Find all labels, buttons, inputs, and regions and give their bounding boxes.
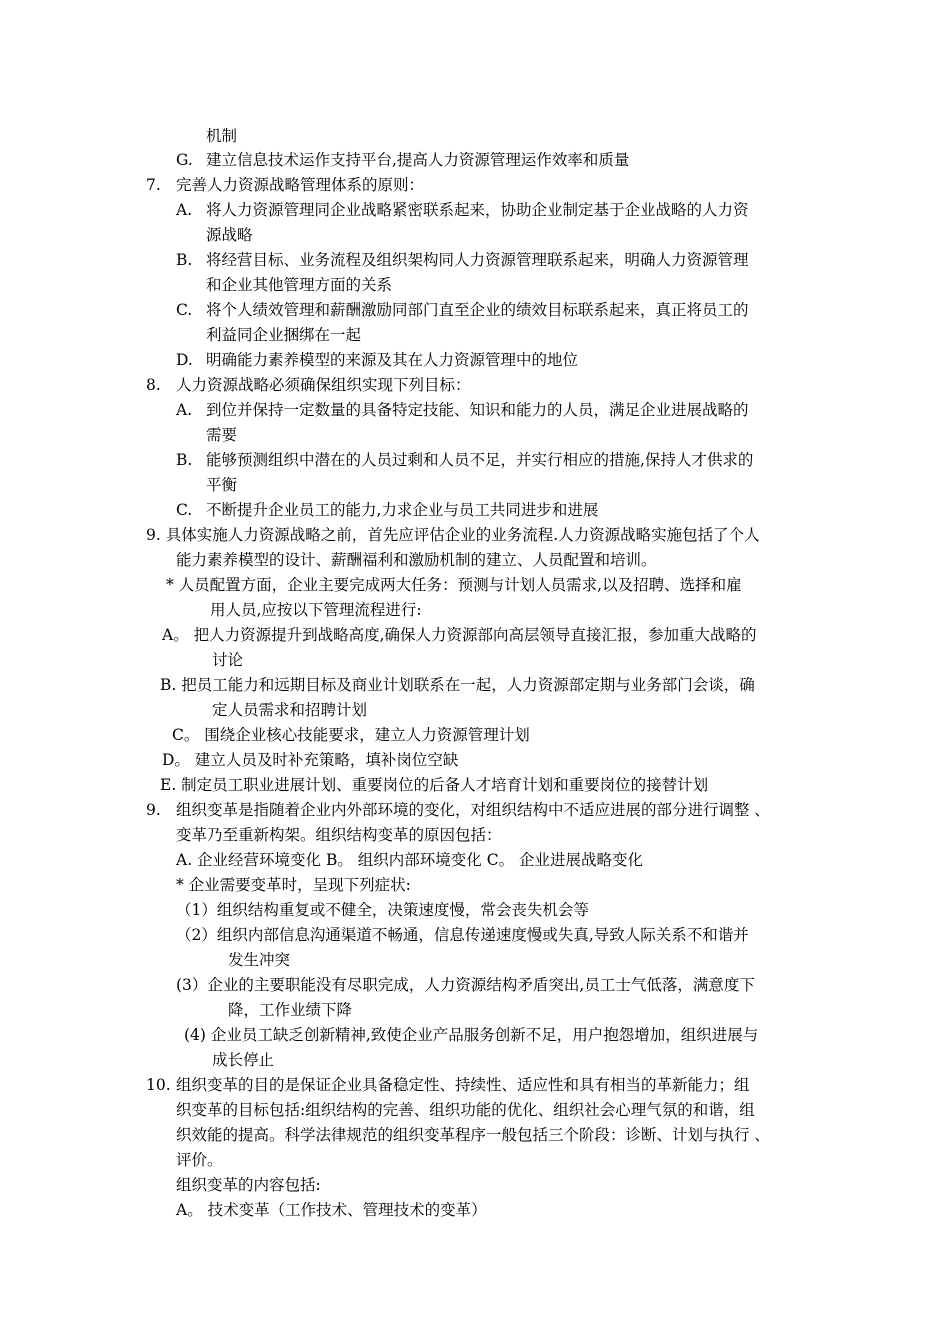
text-line: 织效能的提高。科学法律规范的组织变革程序一般包括三个阶段：诊断、计划与执行 、 — [176, 1126, 770, 1144]
list-marker: C. — [176, 301, 193, 319]
text-line: (3）企业的主要职能没有尽职完成，人力资源结构矛盾突出,员工士气低落，满意度下 — [176, 976, 755, 994]
text-line: 发生冲突 — [228, 951, 291, 969]
text-line: A. 企业经营环境变化 B。 组织内部环境变化 C。 企业进展战略变化 — [176, 851, 644, 869]
text-line: 将个人绩效管理和薪酬激励同部门直至企业的绩效目标联系起来，真正将员工的 — [206, 301, 749, 319]
text-line: 利益同企业捆绑在一起 — [206, 326, 362, 344]
text-line: 需要 — [206, 426, 238, 444]
text-line: 能力素养模型的设计、薪酬福利和激励机制的建立、人员配置和培训。 — [176, 551, 657, 569]
text-line: 不断提升企业员工的能力,力求企业与员工共同进步和进展 — [206, 501, 599, 519]
text-line: 完善人力资源战略管理体系的原则： — [176, 176, 425, 194]
text-line: （1）组织结构重复或不健全，决策速度慢，常会丧失机会等 — [176, 901, 589, 919]
text-line: 到位并保持一定数量的具备特定技能、知识和能力的人员，满足企业进展战略的 — [206, 401, 749, 419]
text-line: (4) 企业员工缺乏创新精神,致使企业产品服务创新不足，用户抱怨增加，组织进展与 — [184, 1026, 759, 1044]
text-line: A。 把人力资源提升到战略高度,确保人力资源部向高层领导直接汇报，参加重大战略的 — [162, 626, 757, 644]
text-line: E. 制定员工职业进展计划、重要岗位的后备人才培育计划和重要岗位的接替计划 — [160, 776, 709, 794]
text-line: 定人员需求和招聘计划 — [212, 701, 368, 719]
text-line: 建立信息技术运作支持平台,提高人力资源管理运作效率和质量 — [206, 151, 630, 169]
text-line: 和企业其他管理方面的关系 — [206, 276, 393, 294]
list-marker: A. — [176, 401, 193, 419]
text-line: 平衡 — [206, 476, 238, 494]
text-line: 成长停止 — [212, 1051, 275, 1069]
text-line: 评价。 — [176, 1151, 223, 1169]
text-line: B. 把员工能力和远期目标及商业计划联系在一起，人力资源部定期与业务部门会谈，确 — [160, 676, 755, 694]
text-line: D。 建立人员及时补充策略，填补岗位空缺 — [162, 751, 459, 769]
text-line: 用人员,应按以下管理流程进行: — [210, 601, 422, 619]
list-number: 7. — [146, 176, 161, 194]
list-marker: A. — [176, 201, 193, 219]
list-marker: C. — [176, 501, 193, 519]
text-line: 源战略 — [206, 226, 253, 244]
list-marker: B. — [176, 451, 193, 469]
list-number: 8. — [146, 376, 161, 394]
text-line: 织变革的目标包括:组织结构的完善、组织功能的优化、组织社会心理气氛的和谐，组 — [176, 1101, 755, 1119]
text-line: 降，工作业绩下降 — [228, 1001, 353, 1019]
text-line: * 企业需要变革时，呈现下列症状: — [176, 876, 411, 894]
text-line: 9. 具体实施人力资源战略之前，首先应评估企业的业务流程.人力资源战略实施包括了个人 — [146, 526, 760, 544]
text-line: 组织变革是指随着企业内外部环境的变化，对组织结构中不适应进展的部分进行调整 、 — [176, 801, 770, 819]
text-line: 明确能力素养模型的来源及其在人力资源管理中的地位 — [206, 351, 579, 369]
text-line: 将经营目标、业务流程及组织架构同人力资源管理联系起来，明确人力资源管理 — [206, 251, 749, 269]
text-line: （2）组织内部信息沟通渠道不畅通，信息传递速度慢或失真,导致人际关系不和谐并 — [176, 926, 749, 944]
list-number: 9. — [146, 801, 161, 819]
text-line: 变革乃至重新构架。组织结构变革的原因包括： — [176, 826, 502, 844]
text-line: * 人员配置方面，企业主要完成两大任务：预测与计划人员需求,以及招聘、选择和雇 — [166, 576, 742, 594]
text-line: 机制 — [206, 127, 238, 145]
list-marker: B. — [176, 251, 193, 269]
list-marker: G. — [176, 151, 193, 169]
list-marker: D. — [176, 351, 193, 369]
text-line: 组织变革的目的是保证企业具备稳定性、持续性、适应性和具有相当的革新能力；组 — [176, 1076, 750, 1094]
text-line: 组织变革的内容包括: — [176, 1176, 321, 1194]
text-line: 将人力资源管理同企业战略紧密联系起来，协助企业制定基于企业战略的人力资 — [206, 201, 749, 219]
text-line: 人力资源战略必须确保组织实现下列目标： — [176, 376, 471, 394]
list-number: 10. — [146, 1076, 171, 1094]
text-line: 能够预测组织中潜在的人员过剩和人员不足，并实行相应的措施,保持人才供求的 — [206, 451, 754, 469]
text-line: C。 围绕企业核心技能要求，建立人力资源管理计划 — [172, 726, 530, 744]
text-line: A。 技术变革（工作技术、管理技术的变革） — [176, 1201, 487, 1219]
text-line: 讨论 — [212, 651, 244, 669]
